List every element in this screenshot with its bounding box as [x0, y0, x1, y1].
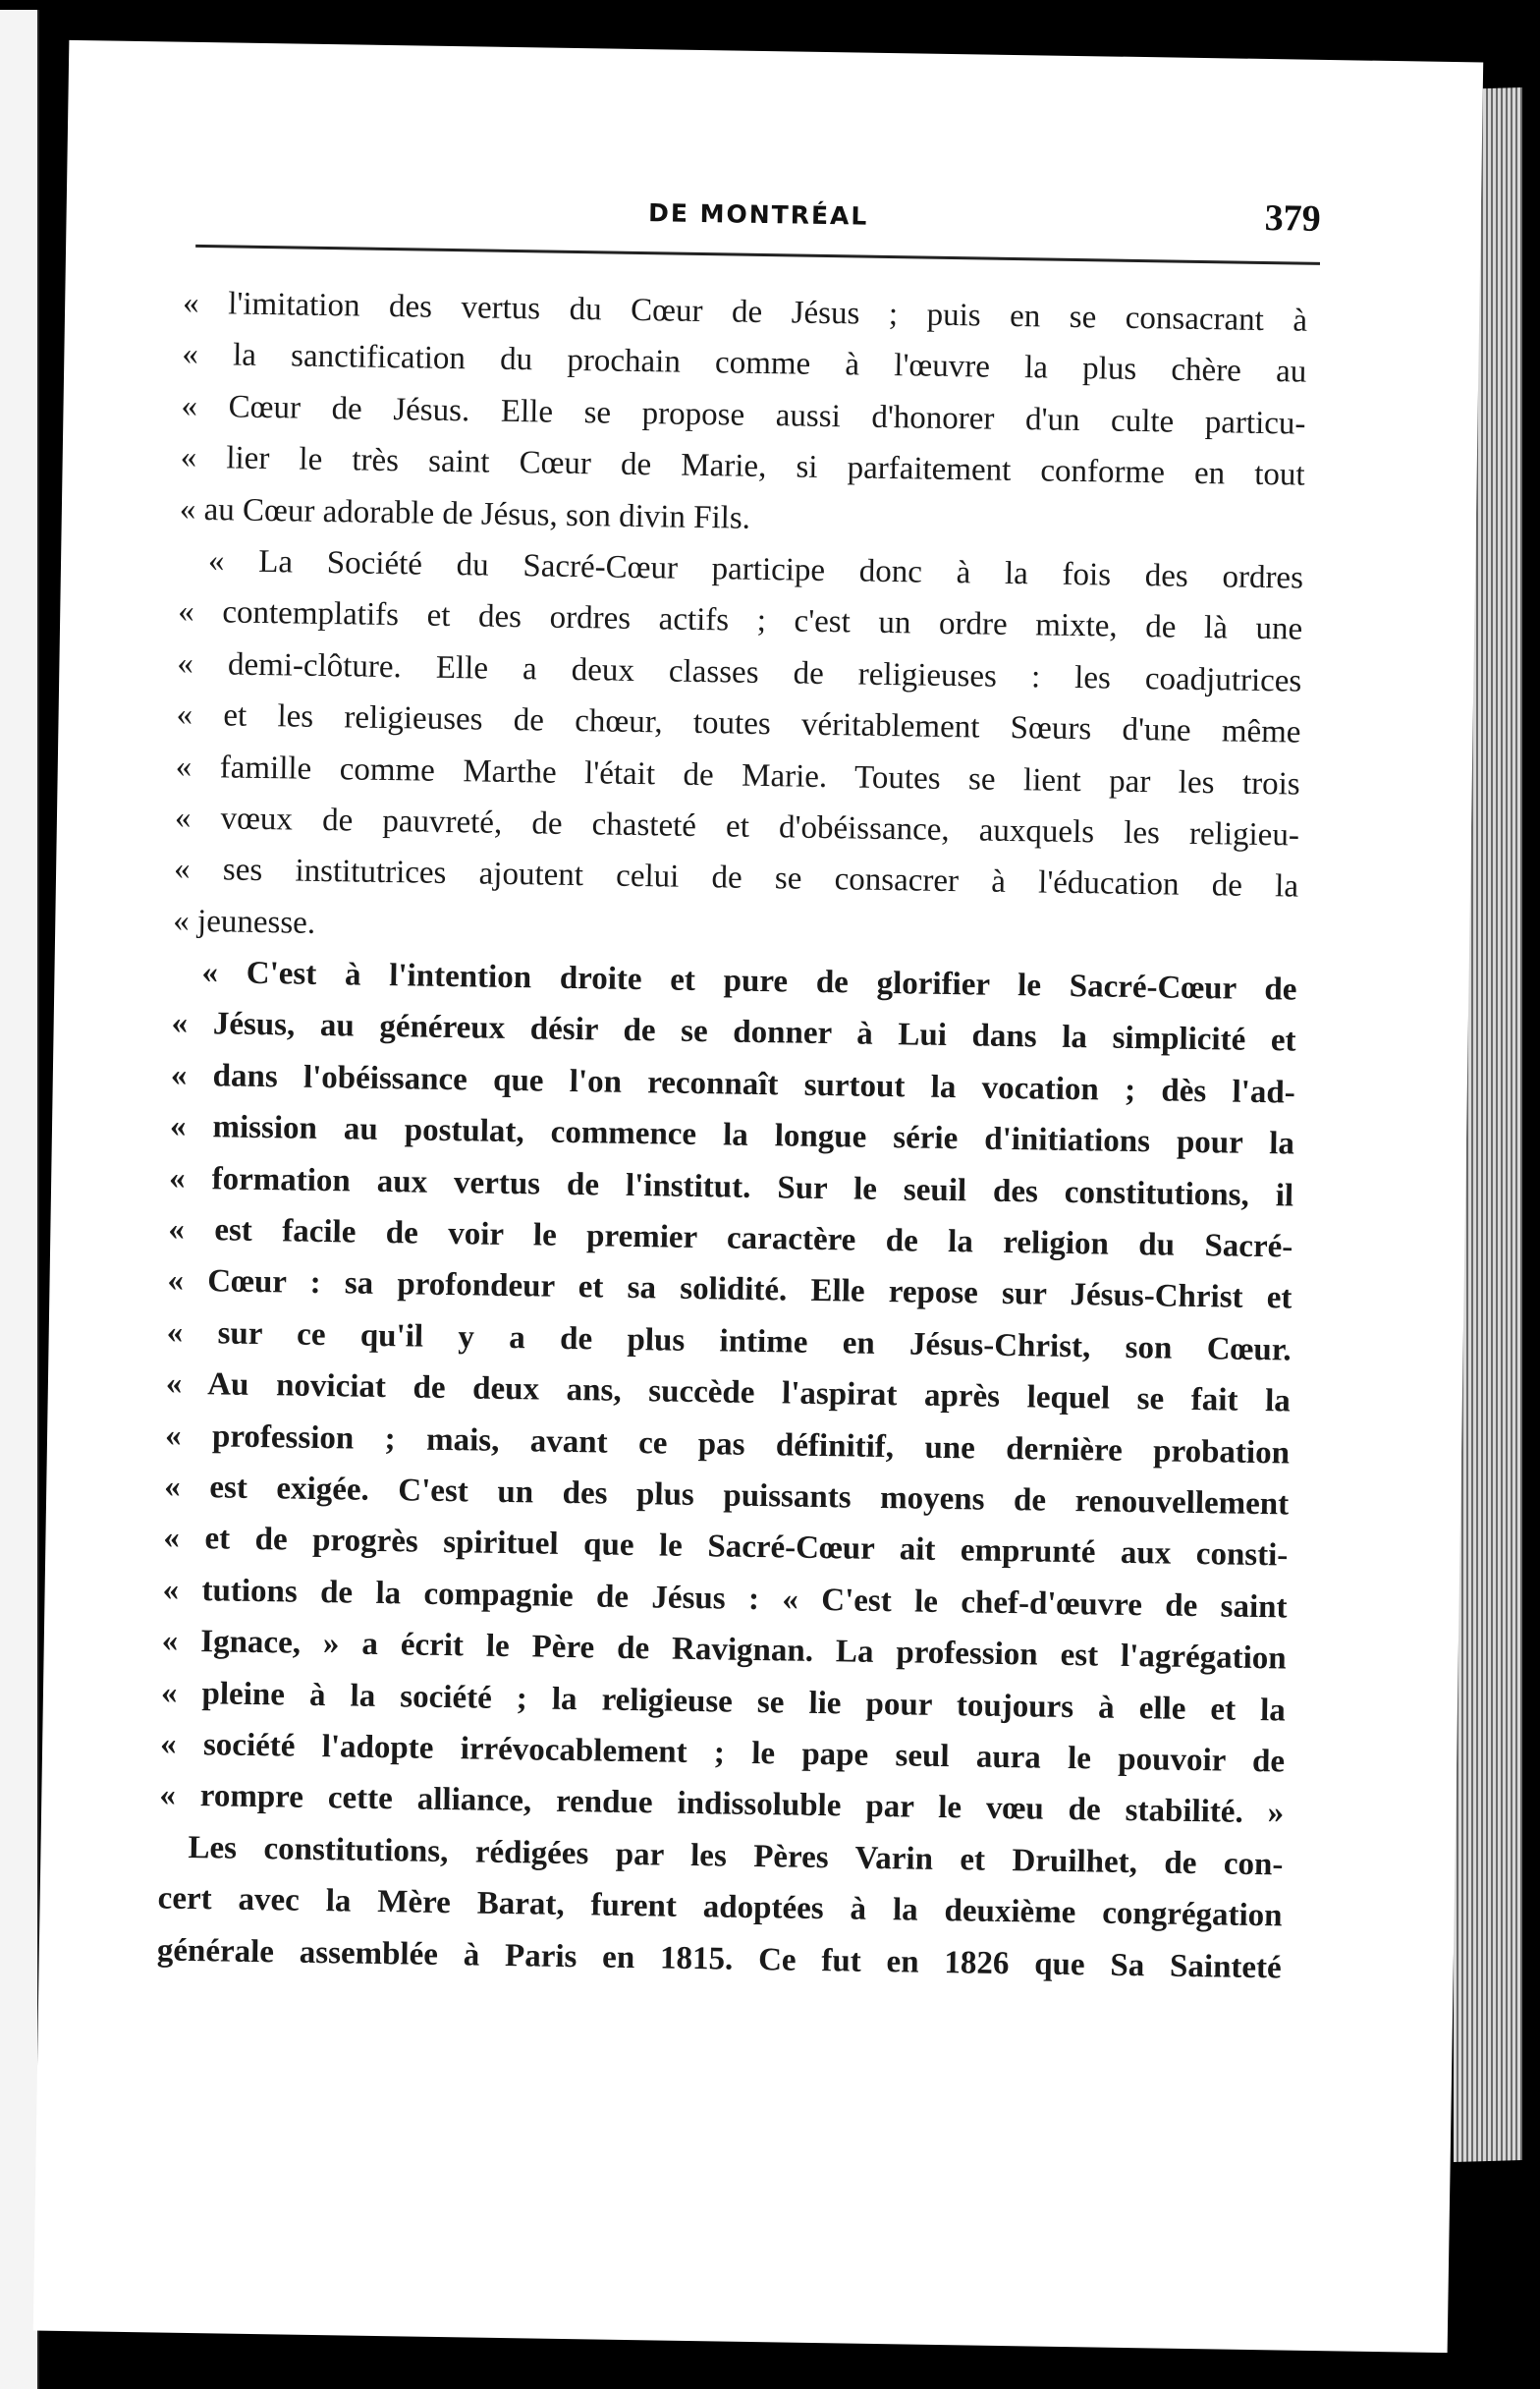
- text-line: « profession ; mais, avant ce pas définitif, une dernière probation: [164, 1417, 1291, 1472]
- text-line: « Au noviciat de deux ans, succède l'aspirat après lequel se fait la: [165, 1365, 1292, 1419]
- text-line: « l'imitation des vertus du Cœur de Jésus ; puis en se consacrant à: [182, 285, 1308, 339]
- text-line: « lier le très saint Cœur de Marie, si parfaitement conforme en tout: [180, 439, 1305, 493]
- running-title: DE MONTRÉAL: [647, 198, 869, 231]
- text-line: « la sanctification du prochain comme à l'œuvre la plus chère au: [182, 337, 1307, 391]
- text-line: « formation aux vertus de l'institut. Sur le seuil des constitutions, il: [168, 1160, 1294, 1214]
- text-line: « Cœur de Jésus. Elle se propose aussi d'honorer d'un culte particu-: [181, 388, 1306, 442]
- text-line: « rompre cette alliance, rendue indissoluble par le vœu de stabilité. »: [159, 1777, 1285, 1831]
- text-line: « La Société du Sacré-Cœur participe donc à la fois des ordres: [207, 543, 1304, 596]
- text-line: « et les religieuses de chœur, toutes véritablement Sœurs d'une même: [176, 696, 1301, 750]
- text-line: « vœux de pauvreté, de chasteté et d'obéissance, auxquels les religieu-: [174, 800, 1300, 854]
- text-line: cert avec la Mère Barat, furent adoptées à la deuxième congrégation: [157, 1880, 1283, 1934]
- book-page: [33, 40, 1483, 2353]
- text-line: « et de progrès spirituel que le Sacré-Cœur ait emprunté aux consti-: [163, 1520, 1289, 1574]
- text-line: « jeunesse.: [173, 903, 316, 941]
- adjacent-page-edge: [0, 10, 39, 2389]
- text-line: Les constitutions, rédigées par les Pères Varin et Druilhet, de con-: [188, 1829, 1284, 1883]
- text-line: « ses institutrices ajoutent celui de se consacrer à l'éducation de la: [173, 851, 1299, 905]
- text-line: « dans l'obéissance que l'on reconnaît surtout la vocation ; dès l'ad-: [170, 1057, 1296, 1111]
- text-line: « mission au postulat, commence la longue série d'initiations pour la: [169, 1108, 1295, 1162]
- running-head: [195, 180, 1321, 256]
- text-line: « demi-clôture. Elle a deux classes de religieuses : les coadjutrices: [177, 645, 1302, 699]
- text-line: « contemplatifs et des ordres actifs ; c'est un ordre mixte, de là une: [177, 593, 1303, 647]
- text-line: « Cœur : sa profondeur et sa solidité. Elle repose sur Jésus-Christ et: [167, 1262, 1292, 1316]
- text-line: générale assemblée à Paris en 1815. Ce fut en 1826 que Sa Sainteté: [156, 1931, 1283, 1985]
- text-line: « Ignace, » a écrit le Père de Ravignan. La profession est l'agrégation: [161, 1623, 1287, 1677]
- page-number: 379: [1264, 196, 1322, 240]
- text-line: « est facile de voir le premier caractère de la religion du Sacré-: [168, 1211, 1293, 1265]
- text-line: « est exigée. C'est un des plus puissants moyens de renouvellement: [164, 1469, 1290, 1523]
- text-line: « Jésus, au généreux désir de se donner à Lui dans la simplicité et: [171, 1006, 1296, 1060]
- text-line: « au Cœur adorable de Jésus, son divin Fils.: [179, 491, 751, 536]
- body-text: [156, 278, 1307, 1994]
- text-line: « tutions de la compagnie de Jésus : « C'est le chef-d'œuvre de saint: [162, 1572, 1288, 1626]
- text-line: « pleine à la société ; la religieuse se lie pour toujours à elle et la: [160, 1675, 1287, 1729]
- text-line: « société l'adopte irrévocablement ; le pape seul aura le pouvoir de: [159, 1726, 1286, 1780]
- text-line: « famille comme Marthe l'était de Marie. Toutes se lient par les trois: [175, 749, 1300, 803]
- text-line: « sur ce qu'il y a de plus intime en Jésus-Christ, son Cœur.: [166, 1314, 1292, 1368]
- text-line: « C'est à l'intention droite et pure de glorifier le Sacré-Cœur de: [201, 955, 1297, 1008]
